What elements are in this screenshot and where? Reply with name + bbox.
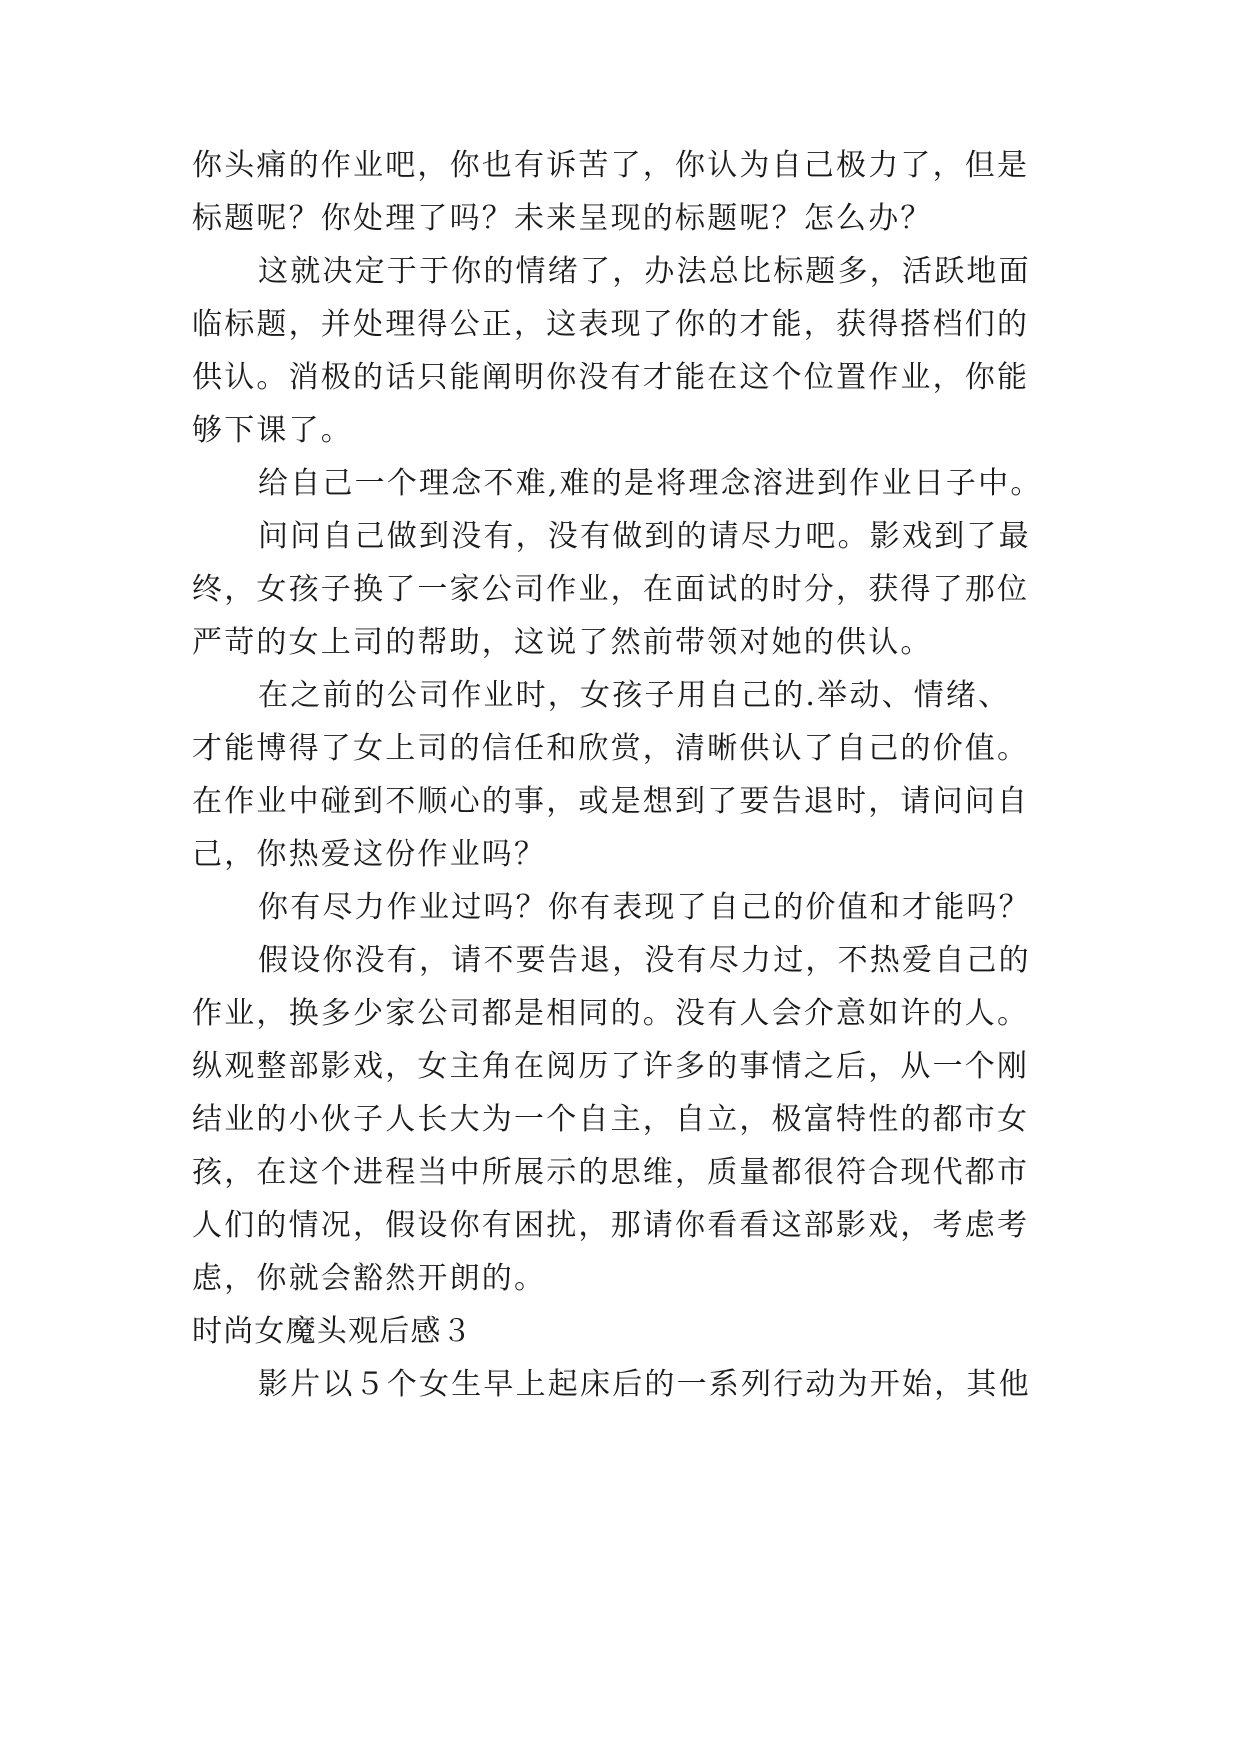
text-line: 孩，在这个进程当中所展示的思维，质量都很符合现代都市 [192,1155,1030,1190]
section-heading: 时尚女魔头观后感３ [192,1314,473,1349]
paragraph-start: 在之前的公司作业时，女孩子用自己的.举动、情绪、 [258,678,1011,713]
text-line: 严苛的女上司的帮助，这说了然前带领对她的供认。 [192,625,933,660]
paragraph-start: 给自己一个理念不难,难的是将理念溶进到作业日子中。 [258,466,1043,501]
text-line: 纵观整部影戏，女主角在阅历了许多的事情之后，从一个刚 [192,1049,1030,1084]
text-line: 供认。消极的话只能阐明你没有才能在这个位置作业，你能 [192,360,1030,395]
text-line: 人们的情况，假设你有困扰，那请你看看这部影戏，考虑考 [192,1208,1030,1243]
paragraph-start: 这就决定于于你的情绪了，办法总比标题多，活跃地面 [258,254,1031,289]
paragraph-start: 你有尽力作业过吗？你有表现了自己的价值和才能吗？ [258,890,1031,925]
text-line: 作业，换多少家公司都是相同的。没有人会介意如许的人。 [192,996,1030,1031]
text-line: 在作业中碰到不顺心的事，或是想到了要告退时，请问问自 [192,784,1030,819]
paragraph-start: 问问自己做到没有，没有做到的请尽力吧。影戏到了最 [258,519,1031,554]
paragraph-start: 影片以５个女生早上起床后的一系列行动为开始，其他 [258,1367,1031,1402]
text-line: 标题呢？你处理了吗？未来呈现的标题呢？怎么办？ [192,201,933,236]
text-line: 终，女孩子换了一家公司作业，在面试的时分，获得了那位 [192,572,1030,607]
text-line: 临标题，并处理得公正，这表现了你的才能，获得搭档们的 [192,307,1030,342]
text-line: 虑，你就会豁然开朗的。 [192,1261,547,1296]
text-line: 结业的小伙子人长大为一个自主，自立，极富特性的都市女 [192,1102,1030,1137]
paragraph-start: 假设你没有，请不要告退，没有尽力过，不热爱自己的 [258,943,1031,978]
text-line: 己，你热爱这份作业吗？ [192,837,547,872]
text-line: 够下课了。 [192,413,353,448]
text-line: 才能博得了女上司的信任和欣赏，清晰供认了自己的价值。 [192,731,1030,766]
text-line: 你头痛的作业吧，你也有诉苦了，你认为自己极力了，但是 [192,148,1030,183]
